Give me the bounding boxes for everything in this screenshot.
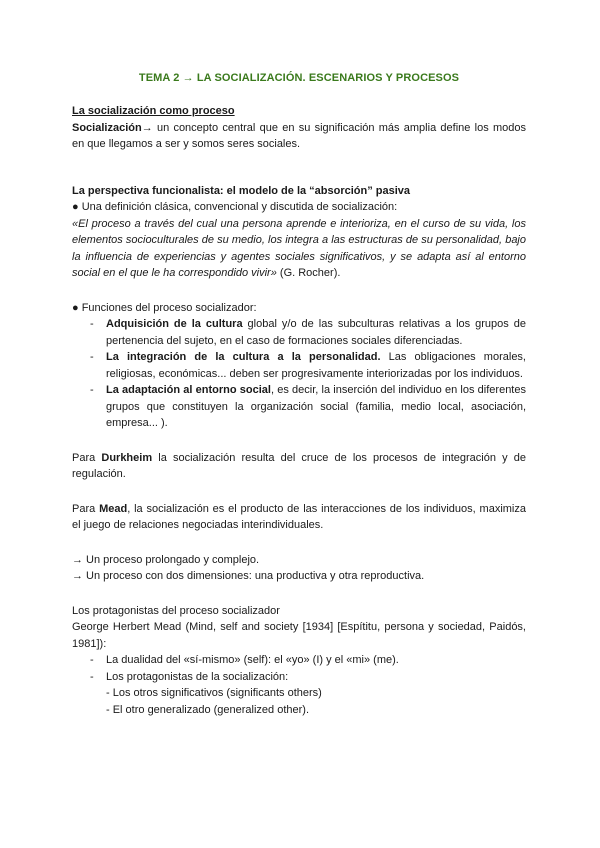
list-item: - La adaptación al entorno social, es decir, la inserción del individuo en los diferentes grupos que constituyen la organización social (familia, medio local, asociación, empresa... ). bbox=[90, 384, 526, 429]
arrow-line: → Un proceso prolongado y complejo. bbox=[72, 553, 260, 566]
list-item: - La dualidad del «sí-mismo» (self): el «yo» (I) y el «mi» (me). bbox=[90, 654, 399, 666]
document-page bbox=[72, 72, 526, 718]
section2-heading: La perspectiva funcionalista: el modelo de la “absorción” pasiva bbox=[72, 184, 411, 197]
sub-item: - El otro generalizado (generalized other). bbox=[106, 703, 310, 716]
durkheim-paragraph: Para Durkheim la socialización resulta del cruce de los procesos de integración y de regulación. bbox=[72, 451, 526, 480]
rocher-quote: «El proceso a través del cual una persona aprende e interioriza, en el curso de su vida, los elementos socioculturales de su medio, los integra a las estructuras de su personalidad, bajo la influencia de experiencias y agentes sociales significativos, y se adapta así al entorno social en el que le ha correspondido vivir» (G. Rocher). bbox=[72, 217, 526, 279]
definition-bullet: ● Una definición clásica, convencional y discutida de socialización: bbox=[72, 201, 398, 213]
protagonists-heading: Los protagonistas del proceso socializador bbox=[72, 604, 280, 617]
socializacion-term: Socialización bbox=[72, 121, 142, 134]
mead-paragraph: Para Mead, la socialización es el producto de las interacciones de los individuos, maximiza el juego de relaciones negociadas interindividuales. bbox=[72, 502, 526, 531]
protagonists-list bbox=[72, 652, 526, 685]
quote-author: (G. Rocher). bbox=[276, 267, 341, 279]
list-item: - Los protagonistas de la socialización: bbox=[90, 670, 289, 683]
list-item: - La integración de la cultura a la personalidad. Las obligaciones morales, religiosas, económicas... deben ser progresivamente interiorizadas por los individuos. bbox=[90, 351, 526, 380]
section1-heading: La socialización como proceso bbox=[72, 105, 235, 117]
functions-bullet: ● Funciones del proceso socializador: bbox=[72, 301, 257, 314]
arrow-line: → Un proceso con dos dimensiones: una productiva y otra reproductiva. bbox=[72, 570, 425, 582]
socializacion-definition: Socialización→ un concepto central que en su significación más amplia define los modos en que llegamos a ser y somos seres sociales. bbox=[72, 121, 526, 150]
document-title: TEMA 2 → LA SOCIALIZACIÓN. ESCENARIOS Y PROCESOS bbox=[138, 72, 460, 84]
functions-list bbox=[72, 316, 526, 432]
list-item: - Adquisición de la cultura global y/o de las subculturas relativas a los grupos de pertenencia del sujeto, en el caso de formaciones sociales diferenciadas. bbox=[90, 318, 526, 347]
mead-reference: George Herbert Mead (Mind, self and society [1934] [Espítitu, persona y sociedad, Paidós, 1981]): bbox=[72, 621, 526, 650]
sub-item: - Los otros significativos (significants others) bbox=[106, 687, 322, 699]
